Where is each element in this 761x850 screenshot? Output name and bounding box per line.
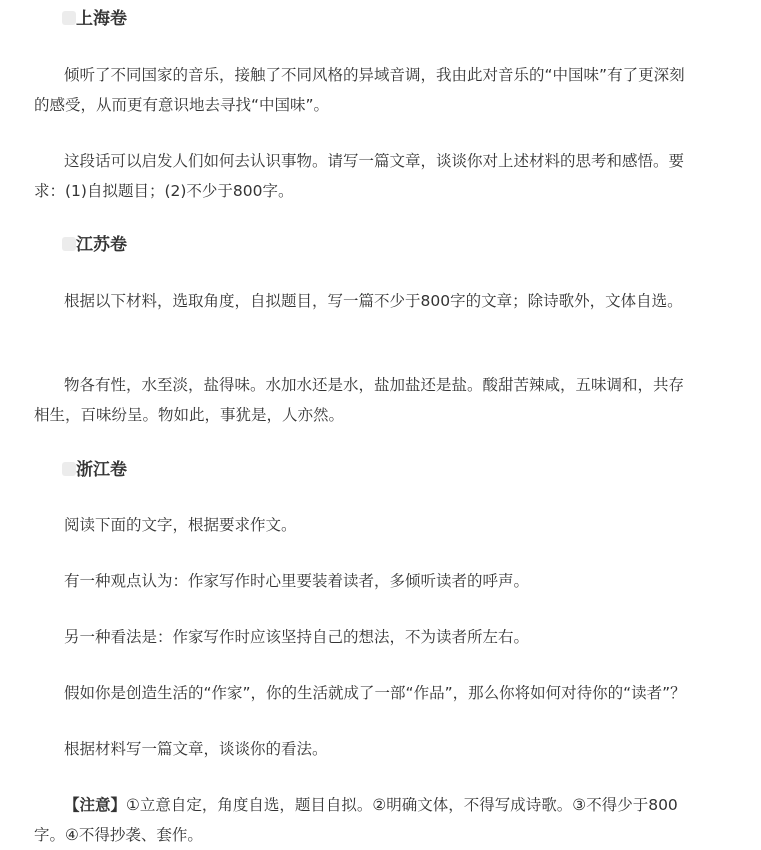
section-title: 上海卷 bbox=[76, 9, 127, 29]
note-label: 【注意】 bbox=[64, 796, 127, 814]
heading-marker-icon bbox=[62, 462, 76, 476]
paragraph: 另一种看法是：作家写作时应该坚持自己的想法，不为读者所左右。 bbox=[64, 628, 530, 646]
note-paragraph bbox=[34, 790, 694, 850]
paragraph: 假如你是创造生活的“作家”，你的生活就成了一部“作品”，那么你将如何对待你的“读者”？ bbox=[64, 684, 686, 702]
section-heading-shanghai bbox=[62, 9, 127, 29]
section-heading-zhejiang bbox=[62, 460, 127, 480]
note-text: ①立意自定，角度自选，题目自拟。②明确文体，不得写成诗歌。③不得少于800字。④不得抄袭、套作。 bbox=[34, 796, 678, 844]
paragraph: 这段话可以启发人们如何去认识事物。请写一篇文章，谈谈你对上述材料的思考和感悟。要求：(1)自拟题目；(2)不少于800字。 bbox=[34, 152, 685, 200]
paragraph: 根据材料写一篇文章，谈谈你的看法。 bbox=[64, 740, 328, 758]
paragraph: 根据以下材料，选取角度，自拟题目，写一篇不少于800字的文章；除诗歌外，文体自选。 bbox=[64, 292, 683, 310]
paragraph: 有一种观点认为：作家写作时心里要装着读者，多倾听读者的呼声。 bbox=[64, 572, 530, 590]
section-title: 浙江卷 bbox=[76, 460, 127, 480]
paragraph: 倾听了不同国家的音乐，接触了不同风格的异域音调，我由此对音乐的“中国味”有了更深刻的感受，从而更有意识地去寻找“中国味”。 bbox=[34, 66, 685, 114]
paragraph: 物各有性，水至淡，盐得味。水加水还是水，盐加盐还是盐。酸甜苦辣咸，五味调和，共存相生，百味纷呈。物如此，事犹是，人亦然。 bbox=[34, 376, 685, 424]
heading-marker-icon bbox=[62, 237, 76, 251]
paragraph: 阅读下面的文字，根据要求作文。 bbox=[64, 516, 297, 534]
heading-marker-icon bbox=[62, 11, 76, 25]
section-heading-jiangsu bbox=[62, 235, 127, 255]
section-title: 江苏卷 bbox=[76, 235, 127, 255]
